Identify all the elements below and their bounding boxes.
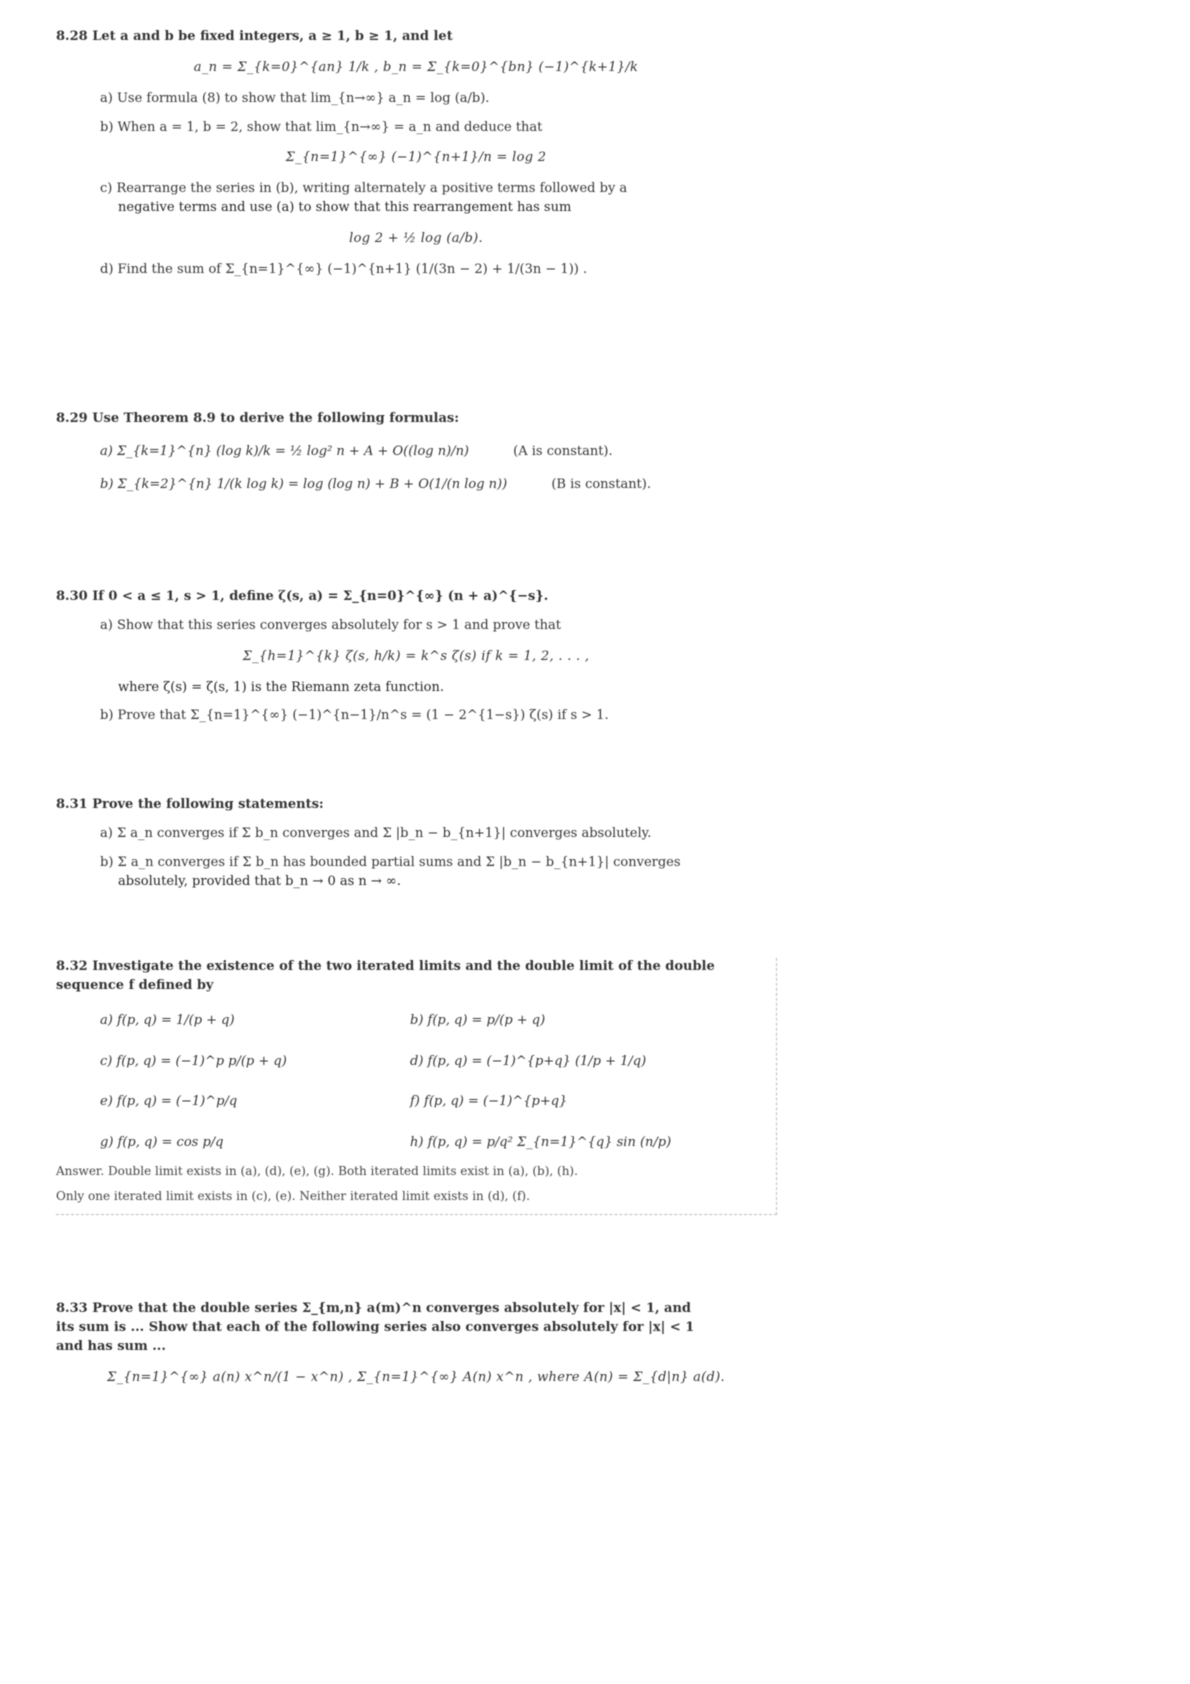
function-f: f) f(p, q) = (−1)^{p+q} — [410, 1094, 568, 1110]
function-grid — [100, 1012, 776, 1153]
problem-8-33 — [56, 1300, 776, 1399]
problem-heading-cont: sequence f defined by — [56, 977, 214, 993]
subpart-b: b) Prove that Σ_{n=1}^{∞} (−1)^{n−1}/n^s = (1 − 2^{1−s}) ζ(s) if s > 1. — [100, 708, 609, 724]
problem-8-30 — [56, 588, 776, 726]
formula-b — [100, 476, 776, 495]
subpart-c-cont: negative terms and use (a) to show that this rearrangement has sum — [118, 200, 572, 216]
function-a: a) f(p, q) = 1/(p + q) — [100, 1012, 235, 1028]
formula: b) Σ_{k=2}^{n} 1/(k log k) = log (log n) + B + O(1/(n log n)) — [100, 476, 508, 492]
answer-hint-cont: Only one iterated limit exists in (c), (e). Neither iterated limit exists in (d), (f). — [56, 1189, 530, 1204]
subpart-a: a) Show that this series converges absolutely for s > 1 and prove that — [100, 617, 561, 633]
problem-8-32 — [56, 958, 777, 1215]
function-c: c) f(p, q) = (−1)^p p/(p + q) — [100, 1053, 287, 1069]
equation: Σ_{n=1}^{∞} (−1)^{n+1}/n = log 2 — [285, 150, 547, 166]
subpart-c: c) Rearrange the series in (b), writing alternately a positive terms followed by a — [100, 181, 628, 197]
subpart-b: b) When a = 1, b = 2, show that lim_{n→∞} = a_n and deduce that — [100, 119, 543, 135]
formula-tag: (A is constant). — [513, 443, 613, 459]
formula-tag: (B is constant). — [551, 476, 651, 492]
problem-heading: 8.31 Prove the following statements: — [56, 797, 324, 812]
formula: a) Σ_{k=1}^{n} (log k)/k = ½ log² n + A + O((log n)/n) — [100, 443, 470, 459]
subpart-b: b) Σ a_n converges if Σ b_n has bounded partial sums and Σ |b_n − b_{n+1}| converges — [100, 854, 681, 870]
equation: a_n = Σ_{k=0}^{an} 1/k , b_n = Σ_{k=0}^{bn} (−1)^{k+1}/k — [193, 59, 639, 75]
equation: Σ_{h=1}^{k} ζ(s, h/k) = k^s ζ(s) if k = 1, 2, . . . , — [242, 648, 590, 664]
problem-heading: 8.28 Let a and b be fixed integers, a ≥ 1, b ≥ 1, and let — [56, 29, 453, 44]
function-h: h) f(p, q) = p/q² Σ_{n=1}^{q} sin (n/p) — [410, 1135, 672, 1151]
subpart-b-cont: absolutely, provided that b_n → 0 as n → ∞. — [118, 873, 401, 889]
equation: log 2 + ½ log (a/b). — [349, 230, 483, 246]
problem-heading: 8.32 Investigate the existence of the two iterated limits and the double limit of the double — [56, 959, 715, 974]
answer-hint: Answer. Double limit exists in (a), (d), (e), (g). Both iterated limits exist in (a), (b), (h). — [56, 1164, 578, 1179]
problem-heading-cont: and has sum ... — [56, 1338, 166, 1354]
subpart-d: d) Find the sum of Σ_{n=1}^{∞} (−1)^{n+1} (1/(3n − 2) + 1/(3n − 1)) . — [100, 261, 588, 277]
problem-8-29 — [56, 410, 776, 509]
function-g: g) f(p, q) = cos p/q — [100, 1135, 224, 1151]
formula-a — [100, 443, 776, 462]
problem-heading: 8.33 Prove that the double series Σ_{m,n} a(m)^n converges absolutely for |x| < 1, and — [56, 1301, 692, 1316]
problem-heading: 8.29 Use Theorem 8.9 to derive the following formulas: — [56, 411, 460, 426]
problem-8-31 — [56, 796, 776, 891]
subpart-a: a) Use formula (8) to show that lim_{n→∞} a_n = log (a/b). — [100, 90, 490, 106]
problem-heading-cont: its sum is ... Show that each of the following series also converges absolutely for |x| < 1 — [56, 1319, 695, 1335]
subpart-a: a) Σ a_n converges if Σ b_n converges and Σ |b_n − b_{n+1}| converges absolutely. — [100, 825, 652, 841]
equation: Σ_{n=1}^{∞} a(n) x^n/(1 − x^n) , Σ_{n=1}^{∞} A(n) x^n , where A(n) = Σ_{d|n} a(d). — [107, 1369, 725, 1385]
function-b: b) f(p, q) = p/(p + q) — [410, 1012, 546, 1028]
function-e: e) f(p, q) = (−1)^p/q — [100, 1094, 238, 1110]
note: where ζ(s) = ζ(s, 1) is the Riemann zeta function. — [118, 679, 444, 695]
problem-heading: 8.30 If 0 < a ≤ 1, s > 1, define ζ(s, a) = Σ_{n=0}^{∞} (n + a)^{−s}. — [56, 589, 549, 604]
function-d: d) f(p, q) = (−1)^{p+q} (1/p + 1/q) — [410, 1053, 647, 1069]
problem-8-28 — [56, 28, 776, 280]
